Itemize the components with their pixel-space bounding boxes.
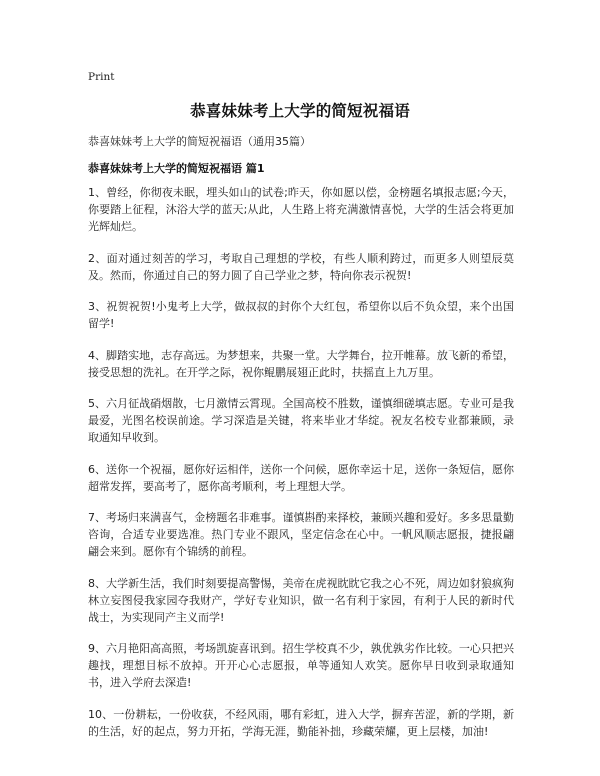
paragraph: 9、六月艳阳高高照，考场凯旋喜讯到。招生学校真不少，孰优孰劣作比较。一心只把兴趣找，理想目标不放掉。开开心心志愿报，单等通知人欢笑。愿你早日收到录取通知书，进入学府去深造! bbox=[88, 642, 514, 689]
paragraph: 7、考场归来满喜气，金榜题名非难事。谨慎斟酌来择校，兼顾兴趣和爱好。多多思量勤咨询，合适专业要选准。热门专业不跟风，坚定信念在心中。一帆风顺志愿报，捷报翩翩会来到。愿你有个锦绣的前程。 bbox=[88, 511, 514, 558]
paragraph: 10、一份耕耘，一份收获，不经风雨，哪有彩虹，进入大学，摒弃苦涩，新的学期，新的生活，好的起点，努力开拓，学海无涯，勤能补拙，珍藏荣耀，更上层楼，加油! bbox=[88, 707, 514, 738]
paragraph: 8、大学新生活，我们时刻要提高警惕，美帝在虎视眈眈它我之心不死，周边如豺狼疯狗林立妄图侵我家园夺我财产，学好专业知识，做一名有利于家园，有利于人民的新时代战士，为实现同产主义而学! bbox=[88, 576, 514, 624]
paragraph: 1、曾经，你彻夜未眠，埋头如山的试卷;昨天，你如愿以偿，金榜题名填报志愿;今天，你要踏上征程，沐浴大学的蓝天;从此，人生路上将充满激情喜悦，大学的生活会将更加光辉灿烂。 bbox=[88, 186, 514, 233]
paragraph: 6、送你一个祝福，愿你好运相伴，送你一个问候，愿你幸运十足，送你一条短信，愿你超常发挥，要高考了，愿你高考顺利，考上理想大学。 bbox=[88, 462, 514, 493]
paragraph: 2、面对通过刻苦的学习，考取自己理想的学校，有些人顺利跨过，而更多人则望辰莫及。然而，你通过自己的努力圆了自己学业之梦，特向你表示祝贺! bbox=[88, 251, 514, 282]
document-subtitle: 恭喜妹妹考上大学的简短祝福语（通用35篇） bbox=[88, 135, 311, 148]
paragraph: 4、脚踏实地，志存高远。为梦想来，共聚一堂。大学舞台，拉开帷幕。放飞新的希望，接受思想的洗礼。在开学之际，祝你鲲鹏展翅正此时，扶摇直上九万里。 bbox=[88, 348, 514, 379]
print-link[interactable]: Print bbox=[88, 71, 115, 83]
page-title: 恭喜妹妹考上大学的简短祝福语 bbox=[190, 102, 410, 120]
paragraph: 5、六月征战硝烟散，七月激情云霄现。全国高校不胜数，谨慎细磋填志愿。专业可是我最爱，光图名校误前途。学习深造是关键，将来毕业才华绽。祝友名校专业都兼顾，录取通知早收到。 bbox=[88, 397, 514, 444]
section-heading: 恭喜妹妹考上大学的简短祝福语 篇1 bbox=[88, 162, 265, 175]
paragraph: 3、祝贺祝贺!小鬼考上大学，做叔叔的封你个大红包，希望你以后不负众望，来个出国留学! bbox=[88, 300, 514, 330]
paragraph-list bbox=[88, 184, 514, 754]
